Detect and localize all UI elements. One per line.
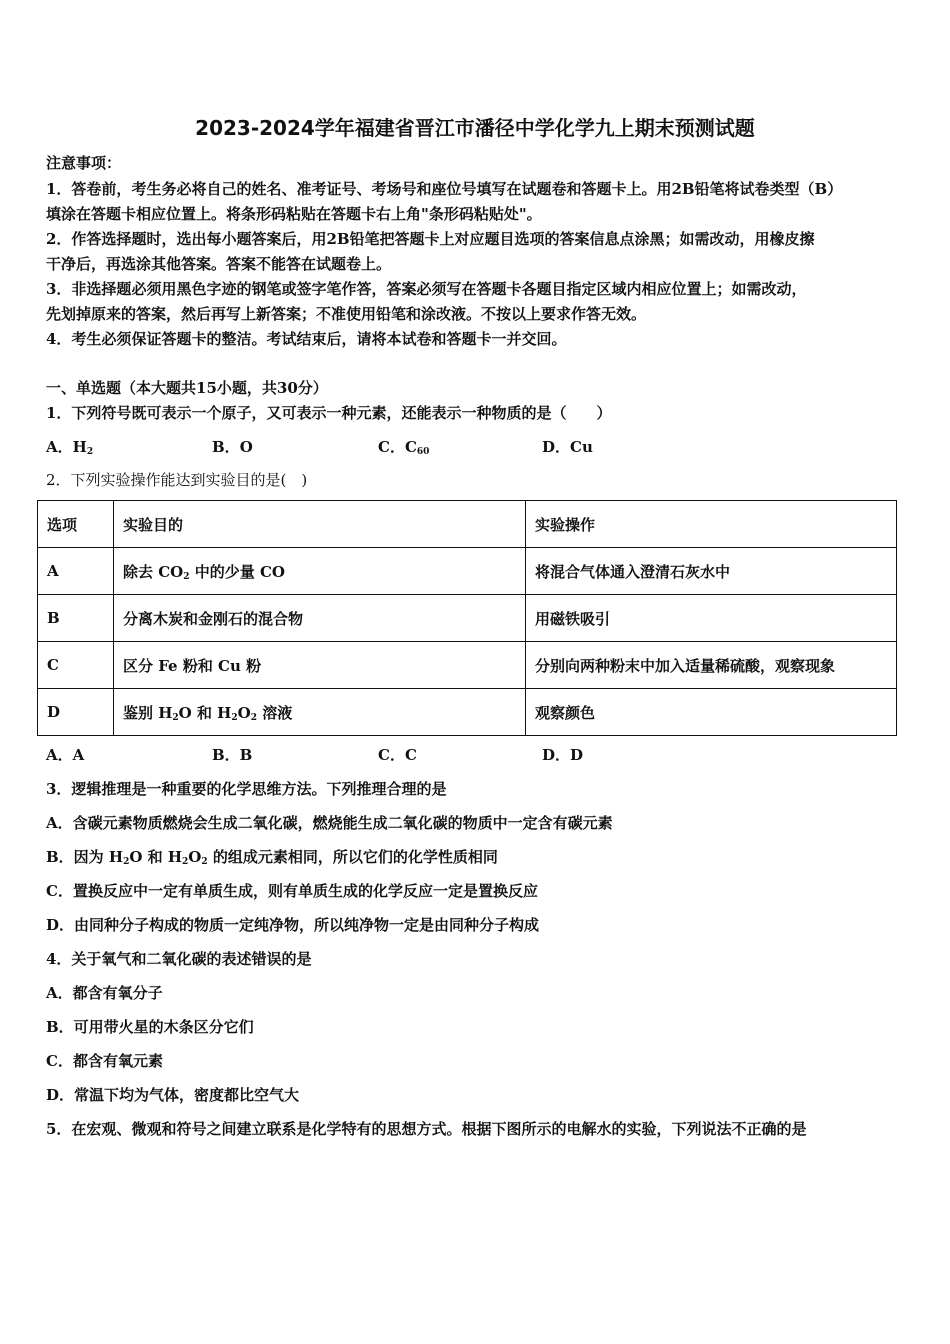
header-goal: 实验目的 <box>114 501 526 548</box>
q2-option-d: D．D <box>542 746 584 764</box>
header-operation: 实验操作 <box>526 501 897 548</box>
table-row <box>38 642 897 689</box>
notice-heading: 注意事项： <box>46 154 122 172</box>
experiment-table <box>37 500 897 736</box>
table-row <box>38 595 897 642</box>
row-goal: 除去 $CO_2$ 中的少量 CO <box>114 548 526 595</box>
table-header-row <box>38 501 897 548</box>
q3-option-a: A．含碳元素物质燃烧会生成二氧化碳，燃烧能生成二氧化碳的物质中一定含有碳元素 <box>46 814 613 832</box>
row-operation: 将混合气体通入澄清石灰水中 <box>526 548 897 595</box>
q3-option-b: B．因为 $H_2O$ 和 $H_2O_2$ 的组成元素相同，所以它们的化学性质相同 <box>46 848 498 867</box>
notice-line: 先划掉原来的答案，然后再写上新答案；不准使用铅笔和涂改液。不按以上要求作答无效。 <box>46 305 647 323</box>
question-2-stem: 2．下列实验操作能达到实验目的是( ) <box>46 471 308 489</box>
row-option: A <box>38 548 114 595</box>
q2-option-c: C．C <box>378 746 417 764</box>
q4-option-c: C．都含有氧元素 <box>46 1052 163 1070</box>
q1-option-d: D．Cu <box>542 438 593 456</box>
question-4-stem: 4．关于氧气和二氧化碳的表述错误的是 <box>46 950 312 968</box>
row-operation: 分别向两种粉末中加入适量稀硫酸，观察现象 <box>526 642 897 689</box>
row-operation: 用磁铁吸引 <box>526 595 897 642</box>
notice-line: 4．考生必须保证答题卡的整洁。考试结束后，请将本试卷和答题卡一并交回。 <box>46 330 567 348</box>
q2-option-b: B．B <box>212 746 253 764</box>
header-option: 选项 <box>38 501 114 548</box>
page-title: 2023-2024学年福建省晋江市潘径中学化学九上期末预测试题 <box>195 116 755 140</box>
row-goal: 分离木炭和金刚石的混合物 <box>114 595 526 642</box>
section-heading: 一、单选题（本大题共15小题，共30分） <box>46 379 328 397</box>
q1-option-b: B．O <box>212 438 253 456</box>
question-1-stem: 1．下列符号既可表示一个原子，又可表示一种元素，还能表示一种物质的是（ ） <box>46 404 612 422</box>
question-3-stem: 3．逻辑推理是一种重要的化学思维方法。下列推理合理的是 <box>46 780 447 798</box>
notice-line: 干净后，再选涂其他答案。答案不能答在试题卷上。 <box>46 255 392 273</box>
q2-option-a: A．A <box>46 746 85 764</box>
row-option: D <box>38 689 114 736</box>
row-goal: 区分 Fe 粉和 Cu 粉 <box>114 642 526 689</box>
q4-option-d: D．常温下均为气体，密度都比空气大 <box>46 1086 300 1104</box>
q1-option-c: C．$C_{60}$ <box>378 438 430 457</box>
q3-option-c: C．置换反应中一定有单质生成，则有单质生成的化学反应一定是置换反应 <box>46 882 538 900</box>
q1-option-a: A．$H_2$ <box>46 438 94 457</box>
row-option: B <box>38 595 114 642</box>
row-goal: 鉴别 $H_2O$ 和 $H_2O_2$ 溶液 <box>114 689 526 736</box>
row-operation: 观察颜色 <box>526 689 897 736</box>
q4-option-a: A．都含有氧分子 <box>46 984 163 1002</box>
q4-option-b: B．可用带火星的木条区分它们 <box>46 1018 254 1036</box>
notice-line: 1．答卷前，考生务必将自己的姓名、准考证号、考场号和座位号填写在试题卷和答题卡上。用2B铅笔将试卷类型（B） <box>46 180 843 198</box>
question-5-stem: 5．在宏观、微观和符号之间建立联系是化学特有的思想方式。根据下图所示的电解水的实验，下列说法不正确的是 <box>46 1120 807 1138</box>
q3-option-d: D．由同种分子构成的物质一定纯净物，所以纯净物一定是由同种分子构成 <box>46 916 540 934</box>
notice-line: 填涂在答题卡相应位置上。将条形码粘贴在答题卡右上角"条形码粘贴处"。 <box>46 205 542 223</box>
notice-line: 2．作答选择题时，选出每小题答案后，用2B铅笔把答题卡上对应题目选项的答案信息点涂黑；如需改动，用橡皮擦 <box>46 230 815 248</box>
notice-line: 3．非选择题必须用黑色字迹的钢笔或签字笔作答，答案必须写在答题卡各题目指定区域内相应位置上；如需改动， <box>46 280 807 298</box>
table-row <box>38 689 897 736</box>
table-row <box>38 548 897 595</box>
row-option: C <box>38 642 114 689</box>
